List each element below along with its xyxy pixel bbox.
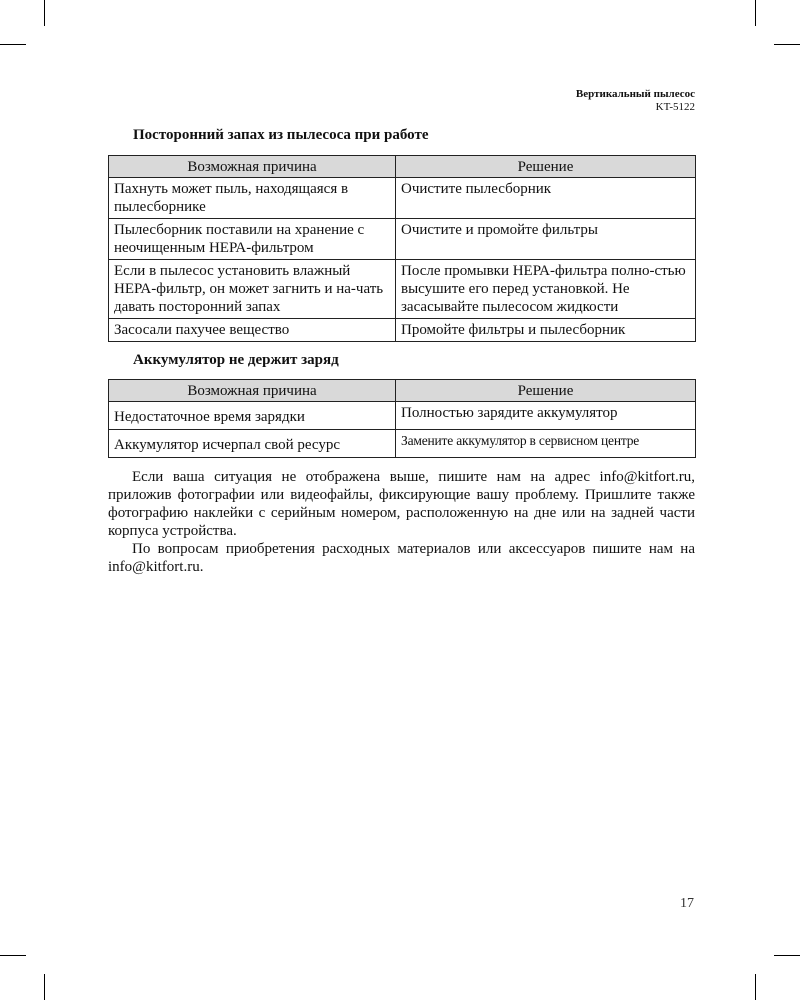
column-header-cause: Возможная причина bbox=[109, 380, 396, 402]
page-number: 17 bbox=[680, 896, 694, 911]
crop-mark bbox=[44, 974, 45, 1000]
table-row bbox=[109, 319, 696, 342]
section-title-battery: Аккумулятор не держит заряд bbox=[133, 352, 339, 368]
crop-mark bbox=[774, 44, 800, 45]
crop-mark bbox=[0, 44, 26, 45]
crop-mark bbox=[44, 0, 45, 26]
section-title-odor: Посторонний запах из пылесоса при работе bbox=[133, 127, 429, 143]
table-row bbox=[109, 178, 696, 219]
table-header-row bbox=[109, 380, 696, 402]
cause-cell: Если в пылесос установить влажный НЕРА-фильтр, он может загнить и на-чать давать посторонний запах bbox=[109, 260, 396, 319]
crop-mark bbox=[774, 955, 800, 956]
solution-cell: Промойте фильтры и пылесборник bbox=[396, 319, 696, 342]
header-title: Вертикальный пылесос bbox=[575, 88, 695, 100]
odor-troubleshooting-table bbox=[108, 155, 696, 342]
solution-cell: Замените аккумулятор в сервисном центре bbox=[396, 430, 696, 458]
column-header-cause: Возможная причина bbox=[109, 156, 396, 178]
solution-cell: Полностью зарядите аккумулятор bbox=[396, 402, 696, 430]
cause-cell: Пылесборник поставили на хранение с неочищенным НЕРА-фильтром bbox=[109, 219, 396, 260]
cause-cell: Засосали пахучее вещество bbox=[109, 319, 396, 342]
table-row bbox=[109, 402, 696, 430]
column-header-solution: Решение bbox=[396, 380, 696, 402]
battery-troubleshooting-table bbox=[108, 379, 696, 458]
crop-mark bbox=[755, 974, 756, 1000]
page-header bbox=[576, 88, 695, 114]
cause-cell: Аккумулятор исчерпал свой ресурс bbox=[109, 430, 396, 458]
cause-cell: Пахнуть может пыль, находящаяся в пылесборнике bbox=[109, 178, 396, 219]
table-row bbox=[109, 260, 696, 319]
table-row bbox=[109, 219, 696, 260]
column-header-solution: Решение bbox=[396, 156, 696, 178]
solution-cell: После промывки НЕРА-фильтра полно-стью высушите его перед установкой. Не засасывайте пылесосом жидкости bbox=[396, 260, 696, 319]
accessories-paragraph: По вопросам приобретения расходных материалов или аксессуаров пишите нам на info@kitfort.ru. bbox=[108, 541, 695, 575]
table-header-row bbox=[109, 156, 696, 178]
crop-mark bbox=[755, 0, 756, 26]
header-model: KT-5122 bbox=[655, 101, 695, 113]
contact-paragraph: Если ваша ситуация не отображена выше, пишите нам на адрес info@kitfort.ru, приложив фотографии или видеофайлы, фиксирующие вашу проблему. Пришлите также фотографию наклейки с серийным номером, расположенную на дне или на задней части корпуса устройства. bbox=[108, 469, 695, 539]
cause-cell: Недостаточное время зарядки bbox=[109, 402, 396, 430]
solution-cell: Очистите пылесборник bbox=[396, 178, 696, 219]
table-row bbox=[109, 430, 696, 458]
crop-mark bbox=[0, 955, 26, 956]
solution-cell: Очистите и промойте фильтры bbox=[396, 219, 696, 260]
